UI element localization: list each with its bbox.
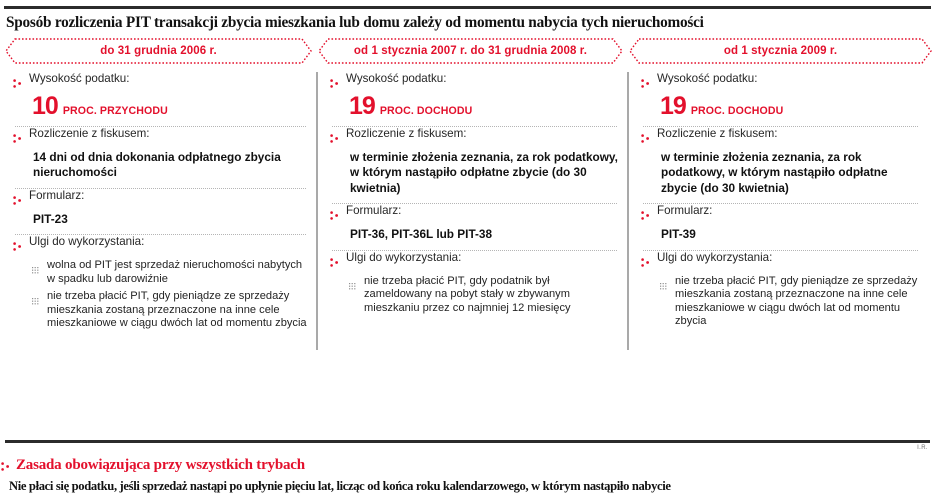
period-pill-2009 (629, 38, 932, 64)
infographic-sheet (0, 6, 935, 500)
tax-rate-header (330, 72, 619, 93)
block-reliefs (13, 235, 308, 336)
red-arrow-bullet-icon (641, 254, 650, 272)
tax-rate-header (641, 72, 920, 93)
block-reliefs (641, 251, 920, 334)
block-form (641, 204, 920, 248)
block-tax-rate (13, 72, 308, 124)
red-arrow-bullet-icon (13, 238, 22, 256)
list-item (32, 290, 308, 331)
red-arrow-bullet-icon (330, 207, 339, 225)
settlement-label: Rozliczenie z fiskusem: (346, 126, 467, 140)
list-item (660, 275, 920, 329)
column-2007-2008 (318, 72, 629, 386)
red-arrow-bullet-icon (641, 130, 650, 148)
red-arrow-bullet-icon (330, 254, 339, 272)
settlement-header (641, 127, 920, 148)
grid-dots-marker-icon (660, 278, 668, 296)
red-arrow-bullet-icon (13, 130, 22, 148)
red-arrow-bullet-icon (330, 130, 339, 148)
form-header (13, 189, 308, 210)
block-reliefs (330, 251, 619, 321)
column-2006 (5, 72, 318, 386)
settlement-label: Rozliczenie z fiskusem: (29, 126, 150, 140)
page-title: Sposób rozliczenia PIT transakcji zbycia mieszkania lub domu zależy od momentu nabycia tych nieruchomości (6, 14, 704, 31)
grid-dots-marker-icon (32, 293, 40, 311)
tax-rate-unit: PROC. DOCHODU (379, 104, 473, 117)
block-settlement (13, 127, 308, 186)
footer (0, 440, 935, 500)
footer-heading-row (1, 453, 930, 476)
red-arrow-bullet-icon (641, 207, 650, 225)
reliefs-header (330, 251, 619, 272)
red-arrow-bullet-icon (330, 75, 339, 93)
relief-text: wolna od PIT jest sprzedaż nieruchomości nabytych w spadku lub darowiźnie (47, 259, 303, 285)
block-settlement (641, 127, 920, 202)
relief-text: nie trzeba płacić PIT, gdy podatnik był zameldowany na pobyt stały w zbywanym mieszkaniu przez co najmniej 12 miesięcy (364, 274, 571, 314)
period-pill-2006 (5, 38, 312, 64)
form-value: PIT-23 (33, 211, 68, 226)
columns-container (0, 64, 935, 386)
red-arrow-bullet-icon (641, 75, 650, 93)
settlement-header (13, 127, 308, 148)
title-container (0, 9, 935, 34)
form-label: Formularz: (657, 204, 713, 218)
list-item (349, 275, 619, 316)
reliefs-header (13, 235, 308, 256)
form-header (330, 204, 619, 225)
form-header (641, 204, 920, 225)
tax-rate-label: Wysokość podatku: (657, 71, 758, 85)
block-tax-rate (330, 72, 619, 124)
column-2009 (629, 72, 930, 386)
tax-rate-header (13, 72, 308, 93)
footer-text: Nie płaci się podatku, jeśli sprzedaż nastąpi po upłynie pięciu lat, licząc od końca roku kalendarzowego, w którym nastąpiło nabycie (9, 479, 671, 493)
reliefs-list (660, 275, 920, 329)
block-tax-rate (641, 72, 920, 124)
settlement-header (330, 127, 619, 148)
reliefs-list (349, 275, 619, 316)
reliefs-header (641, 251, 920, 272)
block-form (330, 204, 619, 248)
tax-rate-unit: PROC. PRZYCHODU (62, 104, 168, 117)
form-label: Formularz: (346, 204, 402, 218)
form-value: PIT-36, PIT-36L lub PIT-38 (350, 227, 493, 242)
period-pills-row (0, 34, 935, 64)
block-form (13, 189, 308, 233)
tax-rate-label: Wysokość podatku: (346, 71, 447, 85)
footer-heading: Zasada obowiązująca przy wszystkich trybach (16, 457, 305, 473)
relief-text: nie trzeba płacić PIT, gdy pieniądze ze sprzedaży mieszkania zostaną przeznaczone na inne cele mieszkaniowe w ciągu dwóch lat od momentu zbycia (47, 290, 307, 330)
tax-rate-unit: PROC. DOCHODU (690, 104, 784, 117)
reliefs-label: Ulgi do wykorzystania: (29, 235, 145, 249)
tax-rate-value (32, 91, 308, 120)
credit-mark: I.R. (917, 445, 928, 451)
reliefs-label: Ulgi do wykorzystania: (657, 250, 773, 264)
tax-rate-number: 10 (32, 91, 58, 120)
relief-text: nie trzeba płacić PIT, gdy pieniądze ze sprzedaży mieszkania zostaną przeznaczone na inne cele mieszkaniowe w ciągu dwóch lat od momentu zbycia (675, 274, 918, 328)
grid-dots-marker-icon (349, 278, 357, 296)
tax-rate-label: Wysokość podatku: (29, 71, 130, 85)
period-label: od 1 stycznia 2007 r. do 31 grudnia 2008 r. (353, 44, 588, 57)
list-item (32, 259, 308, 286)
red-arrow-bullet-icon (1, 458, 10, 476)
reliefs-list (32, 259, 308, 331)
settlement-value: w terminie złożenia zeznania, za rok podatkowy, w którym nastąpiło odpłatne zbycie (do 30 kwietnia) (661, 149, 888, 195)
block-settlement (330, 127, 619, 202)
form-value: PIT-39 (661, 227, 696, 242)
tax-rate-value (349, 91, 619, 120)
period-label: do 31 grudnia 2006 r. (100, 44, 217, 57)
settlement-value: w terminie złożenia zeznania, za rok podatkowy, w którym nastąpiło odpłatne zbycie (do 30 kwietnia) (350, 149, 618, 195)
reliefs-label: Ulgi do wykorzystania: (346, 250, 462, 264)
tax-rate-number: 19 (349, 91, 375, 120)
grid-dots-marker-icon (32, 262, 40, 280)
tax-rate-value (660, 91, 920, 120)
period-pill-2007-2008 (318, 38, 623, 64)
tax-rate-number: 19 (660, 91, 686, 120)
form-label: Formularz: (29, 188, 85, 202)
settlement-label: Rozliczenie z fiskusem: (657, 126, 778, 140)
red-arrow-bullet-icon (13, 75, 22, 93)
settlement-value: 14 dni od dnia dokonania odpłatnego zbycia nieruchomości (33, 149, 281, 180)
period-label: od 1 stycznia 2009 r. (723, 44, 838, 57)
red-arrow-bullet-icon (13, 192, 22, 210)
